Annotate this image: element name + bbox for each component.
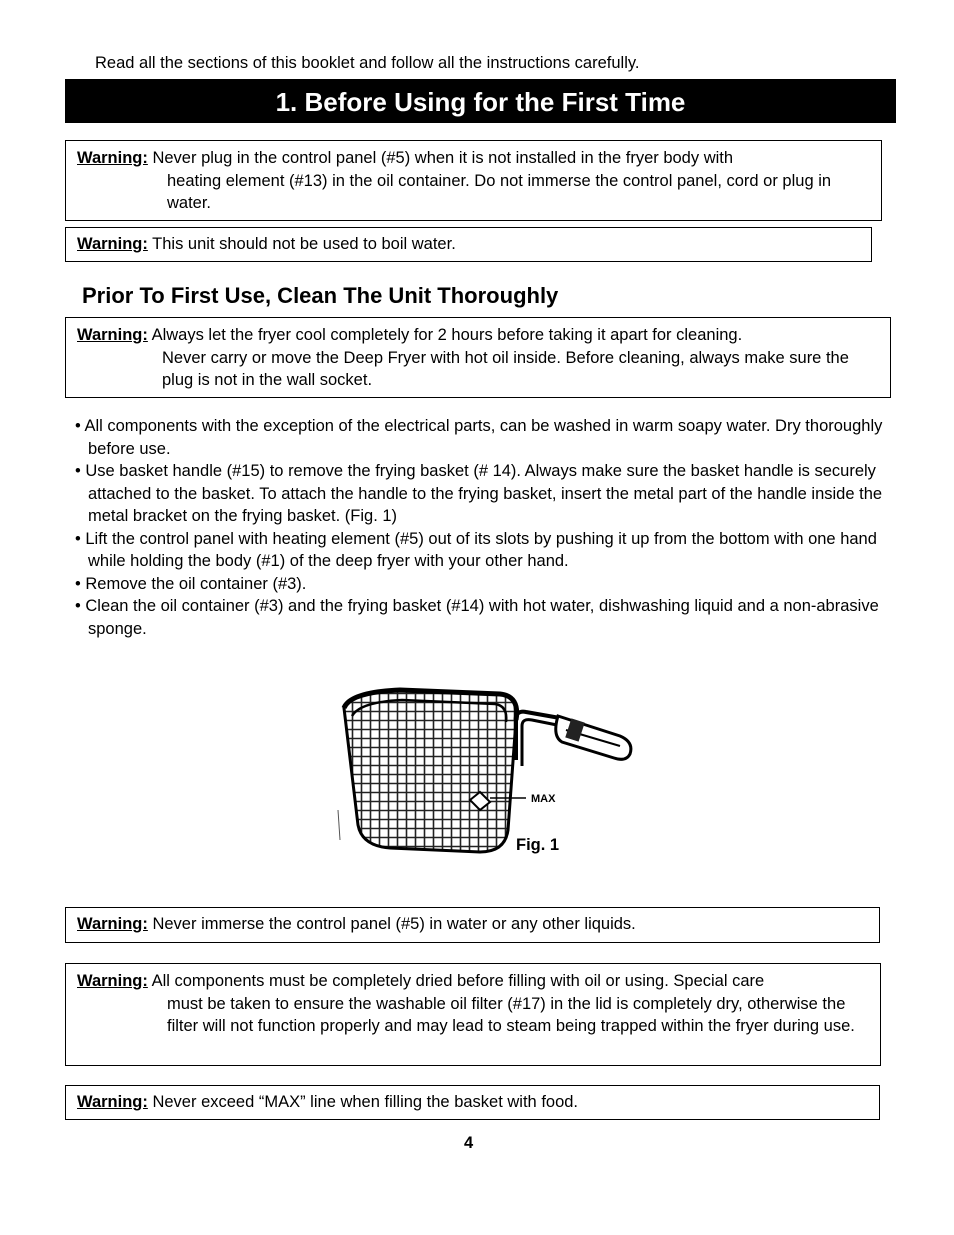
intro-text: Read all the sections of this booklet and follow all the instructions carefully. [95,54,640,72]
warning-box-6 [65,1085,880,1120]
warning-text-cont: Never carry or move the Deep Fryer with hot oil inside. Before cleaning, always make sure the plug is not in the wall socket. [162,348,849,389]
figure-caption: Fig. 1 [516,836,560,854]
list-item: • Lift the control panel with heating element (#5) out of its slots by pushing it up from the bottom with one hand while holding the body (#1) of the deep fryer with your other hand. [75,529,877,570]
warning-label: Warning: [77,915,148,933]
list-item: • Clean the oil container (#3) and the frying basket (#14) with hot water, dishwashing liquid and a non-abrasive sponge. [75,597,879,638]
max-label: MAX [531,793,556,805]
cleaning-steps-list [75,415,885,640]
warning-text: All components must be completely dried before filling with oil or using. Special care [151,972,765,990]
warning-text: This unit should not be used to boil water. [152,235,456,253]
warning-label: Warning: [77,235,148,253]
list-item: • All components with the exception of the electrical parts, can be washed in warm soapy water. Dry thoroughly before use. [75,417,883,458]
warning-box-1 [65,140,882,221]
list-item: • Remove the oil container (#3). [75,574,307,593]
warning-text-cont: heating element (#13) in the oil container. Do not immerse the control panel, cord or plug in water. [167,171,832,212]
page-number: 4 [464,1134,474,1152]
warning-label: Warning: [77,972,148,990]
warning-text: Never plug in the control panel (#5) when it is not installed in the fryer body with [152,149,734,167]
warning-text: Never exceed “MAX” line when filling the basket with food. [152,1093,579,1111]
warning-box-4 [65,907,880,943]
warning-label: Warning: [77,149,148,167]
frying-basket-illustration [330,680,650,860]
subheading: Prior To First Use, Clean The Unit Thoroughly [82,283,559,308]
list-item: • Use basket handle (#15) to remove the frying basket (# 14). Always make sure the basket handle is securely attached to the basket. To attach the handle to the frying basket, insert the metal part of the handle inside the metal bracket on the frying basket. (Fig. 1) [75,462,883,525]
warning-text-cont: must be taken to ensure the washable oil filter (#17) in the lid is completely dry, otherwise the filter will not function properly and may lead to steam being trapped within the fryer during use. [167,994,855,1035]
warning-box-2 [65,227,872,262]
warning-box-3 [65,317,891,398]
warning-box-5 [65,963,881,1066]
warning-label: Warning: [77,1093,148,1111]
section-title: 1. Before Using for the First Time [65,79,896,123]
warning-text: Never immerse the control panel (#5) in water or any other liquids. [152,915,636,933]
warning-text: Always let the fryer cool completely for 2 hours before taking it apart for cleaning. [151,326,743,344]
warning-label: Warning: [77,326,148,344]
